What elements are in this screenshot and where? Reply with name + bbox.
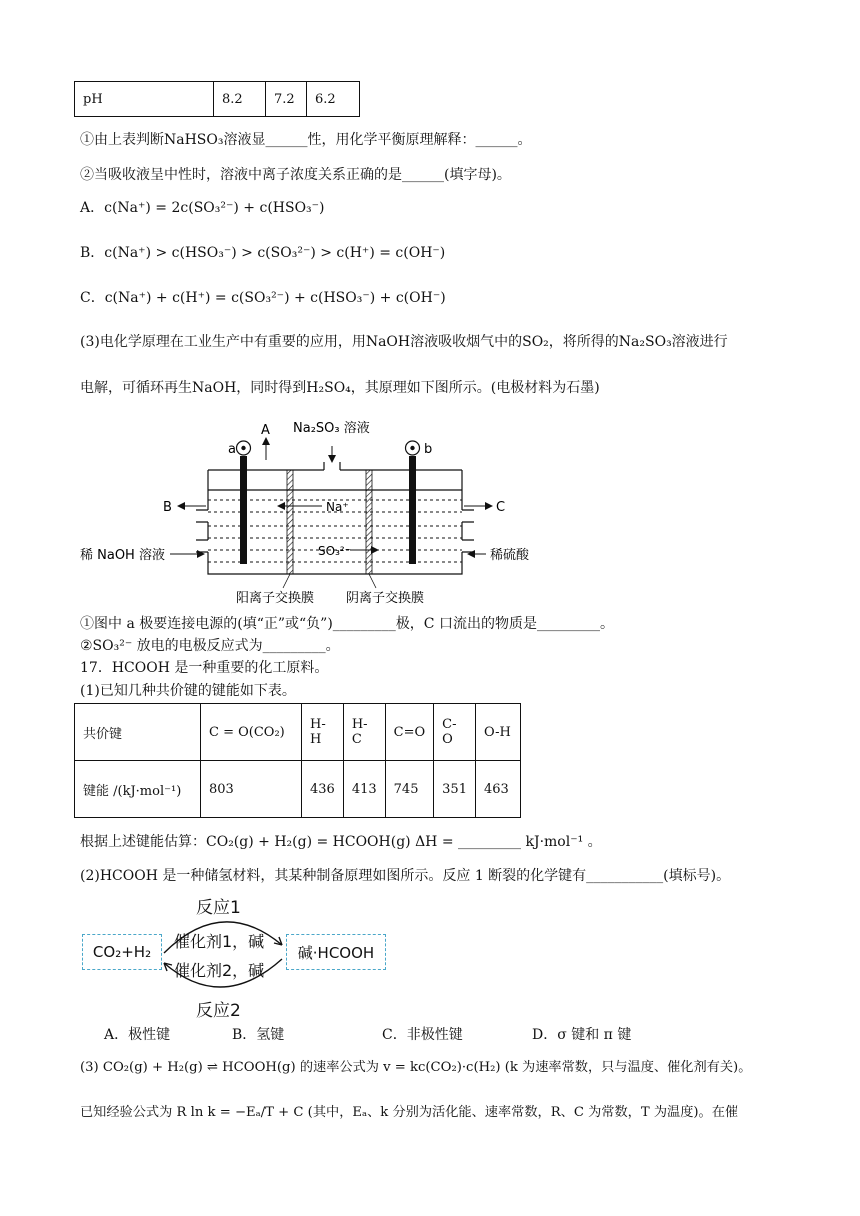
energy-cell: 413: [343, 761, 385, 818]
label-cation-membrane: 阳离子交换膜: [236, 591, 315, 606]
ph-value: 6.2: [307, 82, 360, 117]
bond-energy-table: [74, 703, 521, 818]
question-17: 17．HCOOH 是一种重要的化工原料。: [80, 660, 329, 676]
bond-cell: C=O: [385, 704, 434, 761]
reaction-arrows: [152, 905, 292, 1005]
label-feed: Na₂SO₃ 溶液: [293, 421, 370, 436]
question-17-2: (2)HCOOH 是一种储氢材料，其某种制备原理如图所示。反应 1 断裂的化学键有___________(填标号)。: [80, 868, 731, 884]
energy-cell: 351: [434, 761, 476, 818]
label-a: a: [228, 442, 236, 457]
electrode-b: [409, 456, 416, 564]
choice-b: B．氢键: [232, 1027, 285, 1043]
option-a: A．c(Na⁺) = 2c(SO₃²⁻) + c(HSO₃⁻): [80, 200, 325, 216]
choice-c: C．非极性键: [382, 1027, 463, 1043]
bond-cell: C-O: [434, 704, 476, 761]
bond-header-label: 共价键: [75, 704, 201, 761]
question-3-1: ①图中 a 极要连接电源的(填“正”或“负”)_________极，C 口流出的物质是_________。: [80, 616, 614, 632]
paragraph-3-line-2: 电解，可循环再生NaOH，同时得到H₂SO₄，其原理如下图所示。(电极材料为石墨): [80, 380, 600, 396]
energy-cell: 463: [475, 761, 520, 818]
product-box: 碱·HCOOH: [286, 934, 386, 970]
ph-table: [74, 81, 360, 117]
energy-cell: 436: [302, 761, 344, 818]
bond-cell: C = O(CO₂): [201, 704, 302, 761]
catalyst-1-label: 催化剂1，碱: [174, 932, 265, 951]
question-3-2: ②SO₃²⁻ 放电的电极反应式为_________。: [80, 638, 340, 654]
question-1: ①由上表判断NaHSO₃溶液显______性，用化学平衡原理解释：______。: [80, 132, 532, 148]
ph-value: 8.2: [214, 82, 266, 117]
reactants-box: CO₂+H₂: [82, 934, 162, 970]
energy-cell: 745: [385, 761, 434, 818]
question-17-3: (3) CO₂(g) + H₂(g) ⇌ HCOOH(g) 的速率公式为 v = kc(CO₂)·c(H₂) (k 为速率常数，只与温度、催化剂有关)。: [80, 1060, 752, 1075]
question-17-3-cont: 已知经验公式为 R ln k = −Eₐ/T + C (其中，Eₐ、k 分别为活化能、速率常数，R、C 为常数，T 为温度)。在催: [80, 1105, 739, 1120]
bond-cell: O-H: [475, 704, 520, 761]
label-naoh-in: 稀 NaOH 溶液: [80, 548, 165, 563]
reaction-1-label: 反应1: [196, 898, 241, 918]
label-acid-in: 稀硫酸: [490, 548, 530, 563]
choice-a: A．极性键: [104, 1027, 171, 1043]
ph-label: pH: [75, 82, 214, 117]
estimate-line: 根据上述键能估算：CO₂(g) + H₂(g) = HCOOH(g) ΔH = _________ kJ·mol⁻¹ 。: [80, 834, 602, 850]
energy-row-label: 键能 /(kJ·mol⁻¹): [75, 761, 201, 818]
label-C: C: [496, 500, 506, 515]
label-na-ion: Na⁺: [326, 500, 349, 514]
ph-value: 7.2: [266, 82, 307, 117]
option-b: B．c(Na⁺) > c(HSO₃⁻) > c(SO₃²⁻) > c(H⁺) = c(OH⁻): [80, 245, 446, 261]
bond-cell: H-H: [302, 704, 344, 761]
label-b: b: [424, 442, 433, 457]
reaction-2-label: 反应2: [196, 1001, 241, 1021]
question-2: ②当吸收液呈中性时，溶液中离子浓度关系正确的是______(填字母)。: [80, 167, 511, 183]
electrode-a: [240, 456, 247, 564]
option-c: C．c(Na⁺) + c(H⁺) = c(SO₃²⁻) + c(HSO₃⁻) + c(OH⁻): [80, 290, 446, 306]
choice-d: D．σ 键和 π 键: [532, 1027, 632, 1043]
cation-membrane: [287, 470, 293, 574]
bond-cell: H-C: [343, 704, 385, 761]
energy-cell: 803: [201, 761, 302, 818]
label-A: A: [261, 423, 270, 438]
electrolysis-cell-diagram: [0, 410, 860, 610]
label-anion-membrane: 阴离子交换膜: [346, 591, 425, 606]
question-17-1: (1)已知几种共价键的键能如下表。: [80, 683, 296, 699]
label-so3-ion: SO₃²⁻: [318, 544, 352, 558]
label-B: B: [163, 500, 172, 515]
anion-membrane: [366, 470, 372, 574]
catalyst-2-label: 催化剂2，碱: [174, 961, 265, 980]
paragraph-3-line-1: (3)电化学原理在工业生产中有重要的应用，用NaOH溶液吸收烟气中的SO₂，将所得的Na₂SO₃溶液进行: [80, 334, 728, 350]
